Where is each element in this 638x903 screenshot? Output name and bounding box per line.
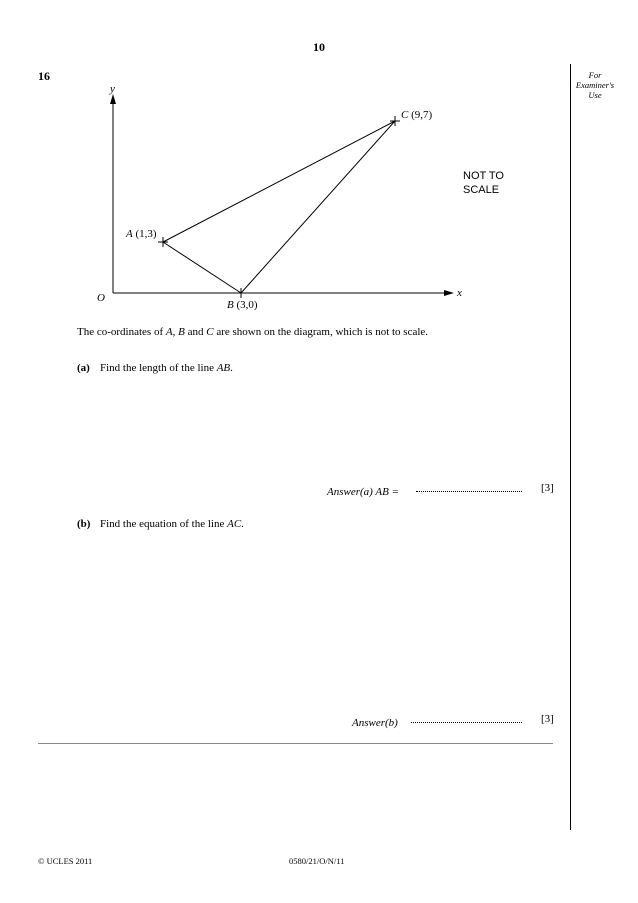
answer-b-row (352, 713, 398, 731)
question-number: 16 (38, 69, 50, 83)
point-c-label (401, 109, 433, 121)
part-b-marks: [3] (541, 713, 554, 725)
examiner-label-line-2: Examiner's (575, 80, 615, 90)
segment-ab (163, 242, 241, 293)
answer-a-field[interactable] (416, 480, 522, 492)
point-a-name: A (126, 228, 133, 240)
ref-ab: AB (216, 362, 231, 374)
footer-copyright: © UCLES 2011 (38, 856, 93, 866)
segment-ac (163, 121, 395, 242)
ref-c: C (206, 326, 214, 338)
point-a-coords: (1,3) (135, 228, 157, 240)
page-number: 10 (313, 40, 325, 54)
answer-b-field[interactable] (411, 711, 522, 723)
part-a-prompt: (a) Find the length of the line AB. (77, 362, 233, 374)
footer-code: 0580/21/O/N/11 (289, 856, 345, 866)
point-a-label (125, 228, 157, 240)
point-c-coords: (9,7) (411, 109, 433, 121)
not-to-scale-line-2: SCALE (463, 184, 500, 196)
examiner-label-line-3: Use (588, 90, 602, 100)
x-axis-label: x (457, 287, 462, 299)
examiner-label-line-1: For (588, 70, 602, 80)
point-b-name: B (227, 299, 234, 311)
x-axis-arrow-icon (444, 290, 454, 296)
y-axis-arrow-icon (110, 94, 116, 104)
part-b-prompt: (b) Find the equation of the line AC. (77, 518, 244, 530)
answer-a-row (327, 482, 399, 500)
not-to-scale-line-1: NOT TO (463, 170, 504, 182)
question-divider (38, 743, 553, 744)
segment-bc (241, 121, 395, 293)
point-c-name: C (401, 109, 409, 121)
point-b-label (227, 299, 258, 311)
y-axis-label: y (110, 83, 115, 95)
ref-ac: AC (227, 518, 242, 530)
ref-b: B (178, 326, 185, 338)
point-b-coords: (3,0) (236, 299, 258, 311)
question-intro: The co-ordinates of A, B and C are shown on the diagram, which is not to scale. (77, 326, 429, 338)
part-b-label: (b) (77, 518, 91, 530)
answer-b-label: Answer(b) (352, 717, 398, 729)
part-a-label: (a) (77, 362, 90, 374)
origin-label: O (97, 292, 105, 304)
part-a-marks: [3] (541, 482, 554, 494)
ref-a: A (165, 326, 173, 338)
answer-a-label: Answer(a) AB = (327, 486, 399, 498)
point-a-marker (158, 237, 168, 247)
